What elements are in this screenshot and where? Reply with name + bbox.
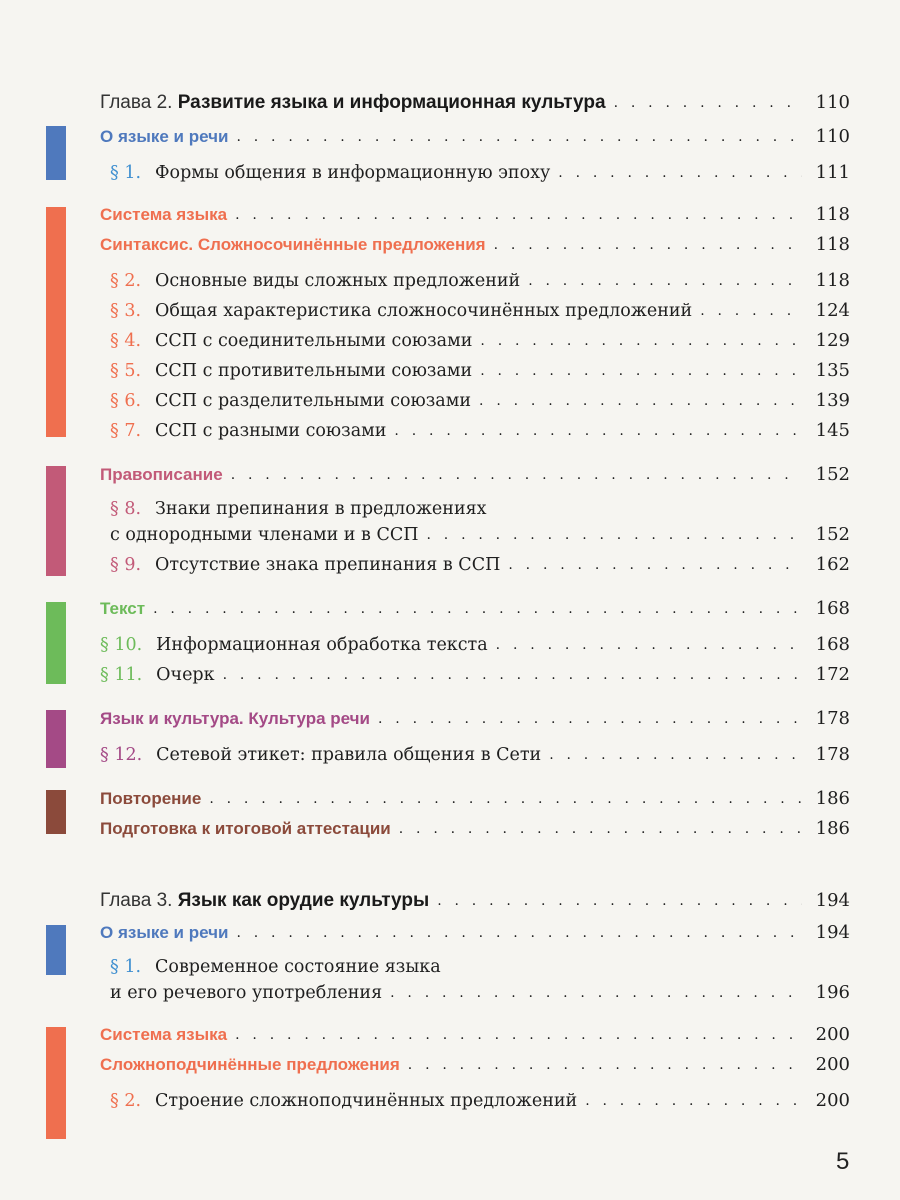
color-bar-about-language-2: [46, 925, 66, 975]
chapter-2-title: Глава 2. Развитие языка и информационная культура: [100, 92, 606, 113]
page-number: 186: [815, 818, 850, 839]
chapter-3-title: Глава 3. Язык как орудие культуры: [100, 890, 430, 911]
leader-dots: [408, 1058, 802, 1072]
paragraph-label: § 6. ССП с разделительными союзами: [110, 391, 472, 411]
leader-dots: [480, 334, 802, 348]
page-number: 139: [815, 390, 850, 411]
page-number: 200: [815, 1054, 850, 1075]
toc-paragraph-6[interactable]: [110, 386, 850, 412]
leader-dots: [390, 986, 802, 1000]
toc-paragraph-9[interactable]: [110, 550, 850, 576]
paragraph-number: § 9.: [110, 555, 142, 575]
paragraph-number: § 8.: [110, 499, 142, 519]
color-bar-language-system: [46, 207, 66, 437]
section-title: О языке и речи: [100, 923, 229, 942]
toc-section-language-system[interactable]: [100, 200, 850, 226]
paragraph-number: § 1.: [110, 957, 142, 977]
toc-section-syntax[interactable]: [100, 230, 850, 256]
paragraph-label: § 3. Общая характеристика сложносочинённых предложений: [110, 301, 693, 321]
leader-dots: [494, 238, 802, 252]
page-number: 172: [815, 664, 850, 685]
page-number: 135: [815, 360, 850, 381]
toc-paragraph-7[interactable]: [110, 416, 850, 442]
toc-section-about-language[interactable]: [100, 122, 850, 148]
leader-dots: [235, 1028, 802, 1042]
paragraph-label: § 12. Сетевой этикет: правила общения в Сети: [100, 745, 542, 765]
section-title: Правописание: [100, 465, 223, 484]
toc-section-complex-sentences[interactable]: [100, 1050, 850, 1076]
section-title: Синтаксис. Сложносочинённые предложения: [100, 235, 486, 254]
paragraph-number: § 3.: [110, 301, 142, 321]
leader-dots: [480, 364, 802, 378]
page-number: 152: [815, 464, 850, 485]
toc-section-culture[interactable]: [100, 704, 850, 730]
section-title: О языке и речи: [100, 127, 229, 146]
leader-dots: [496, 638, 802, 652]
paragraph-number: § 11.: [100, 665, 143, 685]
page-number: 129: [815, 330, 850, 351]
paragraph-label: § 7. ССП с разными союзами: [110, 421, 387, 441]
leader-dots: [209, 792, 802, 806]
section-title: Система языка: [100, 1025, 228, 1044]
leader-dots: [437, 894, 802, 908]
paragraph-label: § 11. Очерк: [100, 665, 215, 685]
toc-paragraph-11[interactable]: [100, 660, 850, 686]
color-bar-repeat: [46, 790, 66, 834]
page-number: 200: [815, 1090, 850, 1111]
paragraph-text: Знаки препинания в предложениях: [155, 499, 487, 519]
toc-paragraph-12[interactable]: [100, 740, 850, 766]
section-title: Сложноподчинённые предложения: [100, 1055, 400, 1074]
color-bar-spelling: [46, 466, 66, 576]
paragraph-number: § 2.: [110, 271, 142, 291]
toc-paragraph-8-line-2[interactable]: [110, 520, 850, 546]
toc-section-text[interactable]: [100, 594, 850, 620]
paragraph-number: § 1.: [110, 163, 142, 183]
leader-dots: [528, 274, 802, 288]
toc-section-repeat[interactable]: [100, 784, 850, 810]
toc-chapter-2[interactable]: [100, 88, 850, 114]
color-bar-language-system-2: [46, 1027, 66, 1139]
toc-paragraph-1[interactable]: [110, 158, 850, 184]
section-title: Подготовка к итоговой аттестации: [100, 819, 391, 838]
section-title: Система языка: [100, 205, 228, 224]
leader-dots: [585, 1094, 802, 1108]
leader-dots: [378, 712, 802, 726]
color-bar-culture: [46, 710, 66, 768]
paragraph-number: § 4.: [110, 331, 142, 351]
page-number: 162: [815, 554, 850, 575]
page-number: 118: [815, 204, 850, 225]
leader-dots: [549, 748, 802, 762]
leader-dots: [223, 668, 802, 682]
paragraph-label: § 4. ССП с соединительными союзами: [110, 331, 473, 351]
page-number: 194: [815, 922, 850, 943]
paragraph-text: с однородными членами и в ССП: [110, 525, 419, 545]
leader-dots: [508, 558, 802, 572]
page-number: 196: [815, 982, 850, 1003]
page-number: 124: [815, 300, 850, 321]
leader-dots: [394, 424, 802, 438]
page-folio: 5: [836, 1148, 850, 1175]
page-number: 118: [815, 234, 850, 255]
toc-section-about-language-2[interactable]: [100, 918, 850, 944]
leader-dots: [153, 602, 802, 616]
toc-ch3-paragraph-1-line-2[interactable]: [110, 978, 850, 1004]
paragraph-label: § 1. Формы общения в информационную эпоху: [110, 163, 551, 183]
paragraph-label: § 10. Информационная обработка текста: [100, 635, 488, 655]
paragraph-text: и его речевого употребления: [110, 983, 383, 1003]
page-number: 168: [815, 598, 850, 619]
toc-paragraph-10[interactable]: [100, 630, 850, 656]
page-number: 178: [815, 744, 850, 765]
page-number: 186: [815, 788, 850, 809]
toc-section-exam[interactable]: [100, 814, 850, 840]
paragraph-number: § 12.: [100, 745, 143, 765]
section-title: Повторение: [100, 789, 202, 808]
paragraph-number: § 2.: [110, 1091, 142, 1111]
leader-dots: [231, 468, 802, 482]
paragraph-text: Современное состояние языка: [155, 957, 441, 977]
toc-ch3-paragraph-1-line-1[interactable]: [110, 956, 441, 978]
leader-dots: [236, 130, 802, 144]
page-number: 152: [815, 524, 850, 545]
toc-paragraph-8-line-1[interactable]: [110, 498, 487, 520]
toc-paragraph-4[interactable]: [110, 326, 850, 352]
page-number: 168: [815, 634, 850, 655]
paragraph-label: § 2. Основные виды сложных предложений: [110, 271, 521, 291]
color-bar-about-language: [46, 126, 66, 180]
paragraph-number: § 7.: [110, 421, 142, 441]
leader-dots: [399, 822, 802, 836]
leader-dots: [426, 528, 802, 542]
paragraph-number: § 10.: [100, 635, 143, 655]
page-number: 110: [815, 92, 850, 113]
toc-section-language-system-2[interactable]: [100, 1020, 850, 1046]
section-title: Язык и культура. Культура речи: [100, 709, 370, 728]
paragraph-label: § 9. Отсутствие знака препинания в ССП: [110, 555, 501, 575]
page-number: 111: [815, 162, 850, 183]
leader-dots: [235, 208, 802, 222]
page-number: 118: [815, 270, 850, 291]
section-title: Текст: [100, 599, 146, 618]
toc-ch3-paragraph-2[interactable]: [110, 1086, 850, 1112]
paragraph-number: § 6.: [110, 391, 142, 411]
color-bar-text: [46, 602, 66, 684]
paragraph-number: § 5.: [110, 361, 142, 381]
toc-paragraph-5[interactable]: [110, 356, 850, 382]
paragraph-label: § 2. Строение сложноподчинённых предложений: [110, 1091, 578, 1111]
page-number: 145: [815, 420, 850, 441]
page-number: 110: [815, 126, 850, 147]
paragraph-label: § 5. ССП с противительными союзами: [110, 361, 473, 381]
leader-dots: [614, 96, 802, 110]
toc-paragraph-3[interactable]: [110, 296, 850, 322]
toc-paragraph-2[interactable]: [110, 266, 850, 292]
page-number: 178: [815, 708, 850, 729]
toc-section-spelling[interactable]: [100, 460, 850, 486]
leader-dots: [700, 304, 802, 318]
leader-dots: [479, 394, 802, 408]
page-number: 194: [815, 890, 850, 911]
page-number: 200: [815, 1024, 850, 1045]
leader-dots: [558, 166, 802, 180]
leader-dots: [236, 926, 802, 940]
toc-chapter-3[interactable]: [100, 886, 850, 912]
